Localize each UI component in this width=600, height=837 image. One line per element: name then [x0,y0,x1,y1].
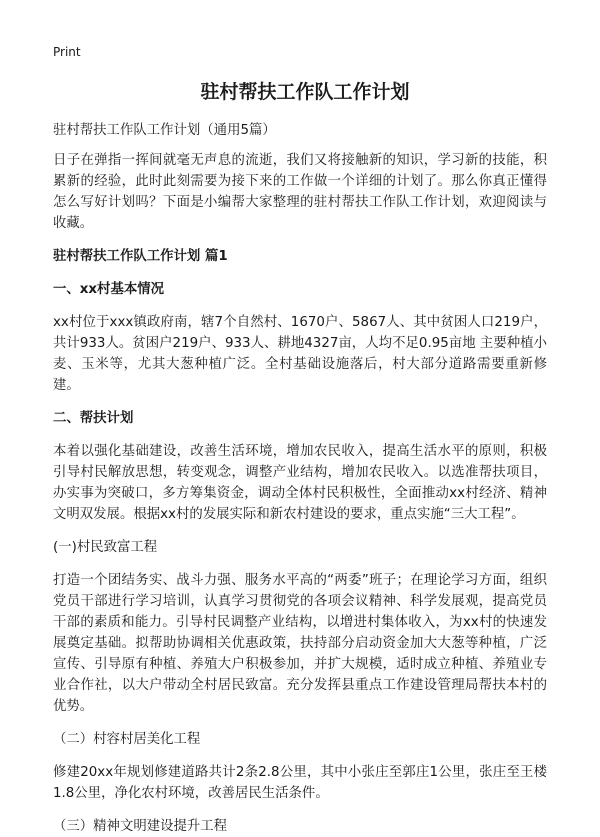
section-heading-plan: 二、帮扶计划 [53,411,134,426]
subsection-paragraph-wealth: 打造一个团结务实、战斗力强、服务水平高的“两委”班子；在理论学习方面，组织党员干部进行学习培训，认真学习贯彻党的各项会议精神、科学发展观，提高党员干部的素质和能力。引导村民调整产业结构，以增进村集体收入，为xx村的快速发展奠定基础。拟帮助协调相关优惠政策，扶持部分启动资金加大大葱等种植，广泛宣传、引导原有种植、养殖大户积极参加，并扩大规模，适时成立种植、养殖业专业合作社，以大户带动全村居民致富。充分发挥县重点工作建设管理局帮扶本村的优势。 [53,573,547,714]
print-label[interactable]: Print [53,45,81,59]
piece-title: 驻村帮扶工作队工作计划 篇1 [53,249,228,264]
subsection-heading-wealth: (一)村民致富工程 [53,540,158,555]
intro-paragraph: 日子在弹指一挥间就毫无声息的流逝，我们又将接触新的知识，学习新的技能，积累新的经验，此时此刻需要为接下来的工作做一个详细的计划了。那么你真正懂得怎么写好计划吗？下面是小编帮大家整理的驻村帮扶工作队工作计划，欢迎阅读与收藏。 [53,153,547,231]
subsection-paragraph-village-beautify: 修建20xx年规划修建道路共计2条2.8公里，其中小张庄至郭庄1公里，张庄至王楼1.8公里，净化农村环境，改善居民生活条件。 [53,765,547,801]
section-paragraph-basic-info: xx村位于xxx镇政府南，辖7个自然村、1670户、5867人、其中贫困人口219户，共计933人。贫困户219户、933人、耕地4327亩，人均不足0.95亩地 主要种植小麦、玉米等，尤其大葱种植广泛。全村基础设施落后，村大部分道路需要重新修建。 [53,315,547,393]
subsection-heading-civilization: （三）精神文明建设提升工程 [53,819,228,834]
document-subtitle: 驻村帮扶工作队工作计划（通用5篇） [53,123,276,138]
section-heading-basic-info: 一、xx村基本情况 [53,282,165,297]
subsection-heading-village-beautify: （二）村容村居美化工程 [53,732,201,747]
section-paragraph-plan: 本着以强化基础建设，改善生活环境，增加农民收入，提高生活水平的原则，积极引导村民解放思想，转变观念，调整产业结构，增加农民收入。以选准帮扶项目，办实事为突破口，多方筹集资金，调动全体村民积极性，全面推动xx村经济、精神文明双发展。根据xx村的发展实际和新农村建设的要求，重点实施“三大工程”。 [53,444,547,522]
document-title: 驻村帮扶工作队工作计划 [200,81,410,103]
